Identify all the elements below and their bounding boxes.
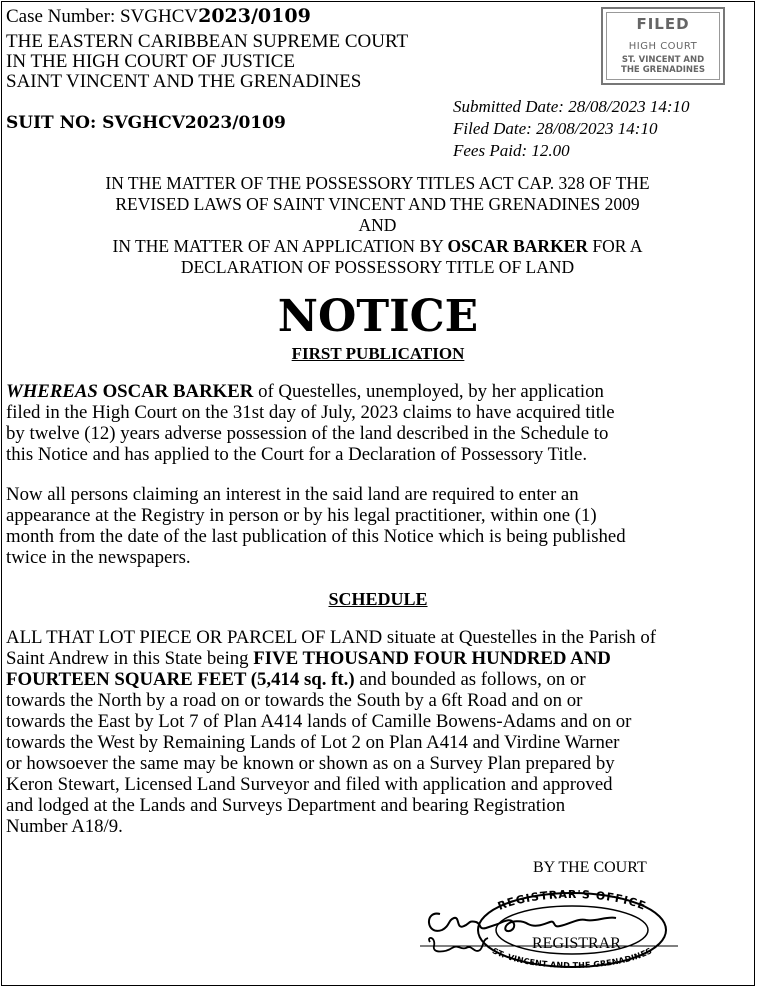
by-the-court: BY THE COURT: [533, 859, 647, 876]
schedule-heading: SCHEDULE: [328, 589, 428, 609]
suit-number: SUIT NO: SVGHCV2023/0109: [6, 113, 286, 133]
svg-text:REGISTRAR'S OFFICE: [496, 888, 648, 913]
schedule-line-9: and lodged at the Lands and Surveys Department and bearing Registration: [6, 795, 566, 816]
schedule-line-2-pre: Saint Andrew in this State being: [6, 648, 254, 669]
schedule-line-10: Number A18/9.: [6, 816, 123, 837]
schedule-line-6: towards the West by Remaining Lands of Lot 2 on Plan A414 and Virdine Warner: [6, 732, 620, 753]
para2-line-3: month from the date of the last publication of this Notice which is being published: [6, 526, 626, 547]
schedule-line-5: towards the East by Lot 7 of Plan A414 lands of Camille Bowens-Adams and on or: [6, 711, 632, 732]
court-jurisdiction: SAINT VINCENT AND THE GRENADINES: [6, 71, 362, 92]
matter-line-4: [20, 236, 735, 257]
court-division: IN THE HIGH COURT OF JUSTICE: [6, 51, 295, 72]
matter-line-4-post: FOR A: [588, 236, 643, 256]
para1-line-1: [6, 381, 756, 402]
notice-title: NOTICE: [277, 291, 479, 342]
para2-line-4: twice in the newspapers.: [6, 547, 191, 568]
filed-stamp: [601, 7, 725, 85]
schedule-line-2: [6, 648, 756, 669]
matter-line-2: REVISED LAWS OF SAINT VINCENT AND THE GRENADINES 2009: [115, 194, 640, 214]
schedule-line-7: or howsoever the same may be known or shown as on a Survey Plan prepared by: [6, 753, 615, 774]
case-number-value: 2023/0109: [198, 5, 311, 27]
registrar-seal: [420, 880, 680, 980]
schedule-line-8: Keron Stewart, Licensed Land Surveyor and filed with application and approved: [6, 774, 613, 795]
stamp-country-1: ST. VINCENT AND: [621, 55, 705, 65]
matter-line-4-pre: IN THE MATTER OF AN APPLICATION BY: [112, 236, 448, 256]
area-words-2: FOURTEEN SQUARE FEET (5,414 sq. ft.): [6, 669, 355, 690]
schedule-paragraph: [6, 627, 756, 837]
stamp-filed: FILED: [636, 15, 690, 33]
schedule-line-3: [6, 669, 756, 690]
matter-line-and: AND: [358, 215, 397, 235]
para1-line-4: this Notice and has applied to the Court for a Declaration of Possessory Title.: [6, 444, 588, 465]
fees-paid: Fees Paid: 12.00: [453, 141, 570, 160]
signature-stroke: [429, 914, 616, 932]
para1-line-2: filed in the High Court on the 31st day of July, 2023 claims to have acquired title: [6, 402, 615, 423]
matter-line-5: DECLARATION OF POSSESSORY TITLE OF LAND: [180, 257, 575, 277]
registrar-label: REGISTRAR: [532, 935, 621, 952]
applicant-name: OSCAR BARKER: [447, 236, 588, 256]
para1-line-3: by twelve (12) years adverse possession of the land described in the Schedule to: [6, 423, 609, 444]
case-number-label: Case Number: SVGHCV: [6, 6, 199, 27]
case-number: [6, 6, 311, 27]
para2-line-1: Now all persons claiming an interest in the said land are required to enter an: [6, 484, 579, 505]
court-name: THE EASTERN CARIBBEAN SUPREME COURT: [6, 31, 409, 52]
seal-top-text: REGISTRAR'S OFFICE: [495, 887, 649, 913]
claims-paragraph: [6, 484, 756, 568]
whereas-paragraph: [6, 381, 756, 465]
stamp-country-2: THE GRENADINES: [621, 65, 705, 75]
schedule-line-3-rest: and bounded as follows, on or: [354, 669, 586, 690]
area-words-1: FIVE THOUSAND FOUR HUNDRED AND: [253, 648, 611, 669]
stamp-high-court: HIGH COURT: [628, 41, 698, 52]
para1-line-1-rest: of Questelles, unemployed, by her application: [253, 381, 604, 402]
para2-line-2: appearance at the Registry in person or by his legal practitioner, within one (1): [6, 505, 597, 526]
seal-bottom-text: ST. VINCENT AND THE GRENADINES: [490, 945, 654, 970]
submitted-date: Submitted Date: 28/08/2023 14:10: [453, 97, 690, 116]
filed-date: Filed Date: 28/08/2023 14:10: [453, 119, 658, 138]
matter-heading: [20, 173, 735, 278]
schedule-line-1: ALL THAT LOT PIECE OR PARCEL OF LAND situate at Questelles in the Parish of: [6, 627, 657, 648]
schedule-line-4: towards the North by a road on or towards the South by a 6ft Road and on or: [6, 690, 583, 711]
signature-stroke-2: [429, 938, 488, 952]
applicant-name-body: OSCAR BARKER: [97, 381, 254, 402]
matter-line-1: IN THE MATTER OF THE POSSESSORY TITLES ACT CAP. 328 OF THE: [105, 173, 650, 193]
seal-graphic: [420, 880, 680, 980]
whereas-word: WHEREAS: [6, 381, 98, 402]
publication-label: FIRST PUBLICATION: [291, 344, 465, 363]
